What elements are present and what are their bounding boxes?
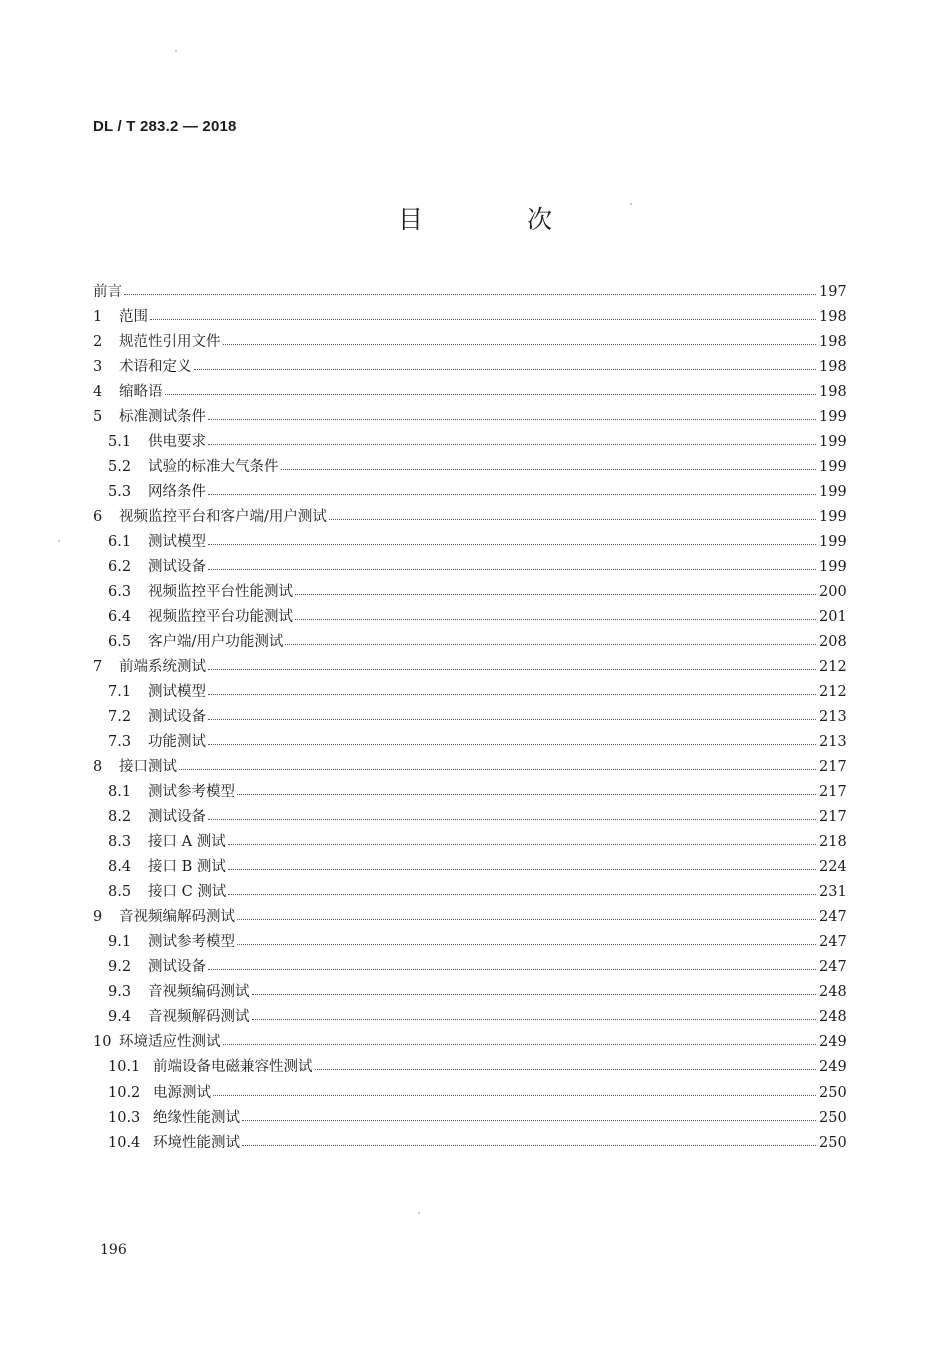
toc-dot-leader (208, 438, 816, 445)
toc-entry (93, 505, 845, 530)
toc-entry-number: 7.3 (108, 734, 132, 751)
toc-dot-leader (124, 288, 816, 295)
toc-entry (93, 355, 845, 380)
toc-entry-page: 198 (819, 359, 847, 376)
toc-title: 目 次 (398, 205, 600, 234)
toc-entry-title: 环境性能测试 (153, 1134, 240, 1151)
toc-entry-title: 前端设备电磁兼容性测试 (153, 1059, 313, 1076)
toc-entry-page: 250 (819, 1084, 847, 1101)
toc-entry-page: 198 (819, 334, 847, 351)
toc-entry-page: 250 (819, 1109, 847, 1126)
toc-entry (93, 305, 845, 330)
toc-entry-page: 248 (819, 984, 847, 1001)
toc-entry-page: 247 (819, 934, 847, 951)
toc-entry-title: 测试模型 (148, 534, 206, 551)
toc-entry-number: 10.3 (108, 1109, 141, 1126)
toc-entry-number: 6 (93, 509, 103, 526)
toc-entry (93, 780, 845, 805)
toc-entry-title: 范围 (119, 309, 148, 326)
toc-dot-leader (315, 1063, 817, 1070)
toc-entry (93, 855, 845, 880)
toc-entry (93, 555, 845, 580)
toc-entry-number: 6.5 (108, 634, 132, 651)
toc-entry-number: 9.2 (108, 959, 132, 976)
toc-entry-number: 10 (93, 1034, 112, 1051)
toc-dot-leader (165, 388, 817, 395)
toc-entry-number: 7 (93, 659, 103, 676)
toc-entry (93, 1131, 845, 1156)
toc-entry-title: 音视频解码测试 (148, 1009, 250, 1026)
toc-entry-title: 前端系统测试 (119, 659, 206, 676)
toc-entry-title: 视频监控平台性能测试 (148, 584, 293, 601)
toc-entry-title: 电源测试 (153, 1084, 211, 1101)
toc-entry-number: 5.1 (108, 434, 132, 451)
toc-entry-number: 5 (93, 409, 103, 426)
toc-dot-leader (252, 1013, 817, 1020)
toc-entry-number: 6.2 (108, 559, 132, 576)
toc-dot-leader (208, 713, 816, 720)
toc-entry-title: 接口测试 (119, 759, 177, 776)
toc-entry-page: 249 (819, 1034, 847, 1051)
scan-speck (418, 1212, 420, 1214)
toc-entry-page: 213 (819, 709, 847, 726)
toc-entry-title: 音视频编解码测试 (119, 909, 235, 926)
toc-entry-title: 测试参考模型 (148, 934, 235, 951)
toc-entry-page: 217 (819, 809, 847, 826)
toc-dot-leader (295, 613, 816, 620)
toc-entry-title: 缩略语 (119, 384, 163, 401)
toc-entry (93, 680, 845, 705)
toc-entry (93, 405, 845, 430)
toc-entry-number: 6.4 (108, 609, 132, 626)
toc-entry (93, 830, 845, 855)
toc-entry-title: 测试参考模型 (148, 784, 235, 801)
scan-speck (58, 540, 60, 542)
toc-entry-page: 249 (819, 1059, 847, 1076)
toc-entry-title: 测试设备 (148, 709, 206, 726)
toc-entry-number: 8.2 (108, 809, 132, 826)
toc-dot-leader (179, 763, 816, 770)
toc-dot-leader (150, 313, 816, 320)
toc-entry-number: 8.5 (108, 884, 132, 901)
toc-dot-leader (228, 888, 816, 895)
toc-entry-title: 测试设备 (148, 809, 206, 826)
toc-dot-leader (208, 538, 816, 545)
toc-entry-number: 4 (93, 384, 103, 401)
toc-entry-page: 198 (819, 309, 847, 326)
toc-entry-title: 试验的标准大气条件 (148, 459, 279, 476)
toc-entry (93, 905, 845, 930)
toc-dot-leader (208, 738, 816, 745)
toc-entry-page: 231 (819, 884, 847, 901)
toc-entry-title: 客户端/用户功能测试 (148, 634, 284, 651)
toc-entry-page: 218 (819, 834, 847, 851)
scan-speck (175, 50, 177, 52)
toc-entry-page: 199 (819, 434, 847, 451)
toc-entry-page: 248 (819, 1009, 847, 1026)
toc-dot-leader (208, 488, 816, 495)
toc-entry (93, 330, 845, 355)
toc-dot-leader (242, 1114, 816, 1121)
toc-dot-leader (223, 1038, 817, 1045)
toc-entry (93, 280, 845, 305)
toc-entry-title: 标准测试条件 (119, 409, 206, 426)
toc-entry-title: 测试设备 (148, 559, 206, 576)
toc-entry (93, 430, 845, 455)
toc-dot-leader (237, 913, 816, 920)
toc-entry (93, 880, 845, 905)
toc-entry (93, 630, 845, 655)
toc-dot-leader (223, 338, 817, 345)
toc-entry-title: 视频监控平台和客户端/用户测试 (119, 509, 327, 526)
toc-entry (93, 530, 845, 555)
toc-entry-page: 197 (819, 284, 847, 300)
toc-entry-title: 测试设备 (148, 959, 206, 976)
toc-entry-page: 199 (819, 484, 847, 501)
toc-entry-title: 术语和定义 (119, 359, 192, 376)
toc-entry (93, 1055, 845, 1080)
toc-entry-title: 接口 A 测试 (148, 834, 226, 851)
toc-entry-title: 网络条件 (148, 484, 206, 501)
toc-entry (93, 955, 845, 980)
toc-dot-leader (208, 688, 816, 695)
toc-entry-title: 音视频编码测试 (148, 984, 250, 1001)
page-number: 196 (100, 1242, 127, 1258)
toc-entry (93, 805, 845, 830)
toc-dot-leader (237, 938, 816, 945)
toc-dot-leader (237, 788, 816, 795)
toc-entry-number: 9 (93, 909, 103, 926)
toc-entry (93, 455, 845, 480)
toc-entry-number: 10.4 (108, 1134, 141, 1151)
toc-entry-page: 217 (819, 784, 847, 801)
toc-entry-title: 测试模型 (148, 684, 206, 701)
toc-entry (93, 1081, 845, 1106)
toc-dot-leader (329, 513, 816, 520)
toc-entry-number: 7.1 (108, 684, 132, 701)
toc-entry-number: 2 (93, 334, 103, 351)
toc-entry-number: 6.1 (108, 534, 132, 551)
table-of-contents (93, 280, 845, 1156)
toc-entry-number: 7.2 (108, 709, 132, 726)
toc-entry-number: 8.3 (108, 834, 132, 851)
toc-entry (93, 980, 845, 1005)
toc-entry (93, 380, 845, 405)
toc-entry-number: 9.4 (108, 1009, 132, 1026)
toc-dot-leader (281, 463, 817, 470)
toc-entry (93, 1030, 845, 1055)
toc-entry-page: 199 (819, 559, 847, 576)
toc-entry (93, 930, 845, 955)
toc-entry-page: 247 (819, 909, 847, 926)
toc-entry-title: 接口 C 测试 (148, 884, 227, 901)
toc-entry-page: 201 (819, 609, 847, 626)
toc-dot-leader (252, 988, 817, 995)
toc-dot-leader (228, 863, 816, 870)
toc-entry-page: 217 (819, 759, 847, 776)
toc-entry-title: 功能测试 (148, 734, 206, 751)
toc-entry (93, 1005, 845, 1030)
toc-entry-number: 5.3 (108, 484, 132, 501)
toc-entry (93, 1106, 845, 1131)
toc-entry (93, 580, 845, 605)
toc-entry-number: 10.2 (108, 1084, 141, 1101)
document-code: DL / T 283.2 — 2018 (93, 118, 237, 135)
toc-entry-number: 9.1 (108, 934, 132, 951)
toc-entry-page: 199 (819, 409, 847, 426)
toc-dot-leader (208, 663, 816, 670)
toc-entry-page: 208 (819, 634, 847, 651)
toc-dot-leader (208, 413, 816, 420)
toc-entry (93, 605, 845, 630)
toc-entry-page: 199 (819, 534, 847, 551)
toc-entry (93, 480, 845, 505)
toc-entry (93, 755, 845, 780)
toc-entry-title: 前言 (93, 284, 122, 300)
toc-entry-number: 8.4 (108, 859, 132, 876)
toc-entry-page: 250 (819, 1134, 847, 1151)
toc-entry-number: 9.3 (108, 984, 132, 1001)
toc-entry-number: 1 (93, 309, 103, 326)
toc-entry-page: 247 (819, 959, 847, 976)
toc-entry-title: 视频监控平台功能测试 (148, 609, 293, 626)
toc-entry-number: 8 (93, 759, 103, 776)
toc-entry-page: 199 (819, 509, 847, 526)
toc-entry-number: 10.1 (108, 1059, 141, 1076)
toc-entry-title: 绝缘性能测试 (153, 1109, 240, 1126)
scan-speck (630, 203, 632, 205)
toc-dot-leader (295, 588, 816, 595)
toc-entry-page: 212 (819, 659, 847, 676)
toc-dot-leader (208, 963, 816, 970)
toc-entry-page: 224 (819, 859, 847, 876)
toc-entry-page: 200 (819, 584, 847, 601)
toc-entry-title: 供电要求 (148, 434, 206, 451)
toc-dot-leader (242, 1139, 816, 1146)
toc-entry (93, 705, 845, 730)
toc-entry-page: 199 (819, 459, 847, 476)
toc-dot-leader (285, 638, 816, 645)
toc-entry-page: 212 (819, 684, 847, 701)
toc-entry-title: 接口 B 测试 (148, 859, 226, 876)
toc-dot-leader (228, 838, 816, 845)
toc-entry-number: 6.3 (108, 584, 132, 601)
toc-dot-leader (213, 1089, 816, 1096)
toc-entry-title: 环境适应性测试 (119, 1034, 221, 1051)
toc-entry-page: 198 (819, 384, 847, 401)
toc-entry (93, 655, 845, 680)
toc-entry-page: 213 (819, 734, 847, 751)
toc-entry-number: 8.1 (108, 784, 132, 801)
toc-dot-leader (208, 563, 816, 570)
toc-dot-leader (208, 813, 816, 820)
toc-dot-leader (194, 363, 817, 370)
toc-entry (93, 730, 845, 755)
toc-entry-number: 5.2 (108, 459, 132, 476)
toc-entry-title: 规范性引用文件 (119, 334, 221, 351)
toc-entry-number: 3 (93, 359, 103, 376)
